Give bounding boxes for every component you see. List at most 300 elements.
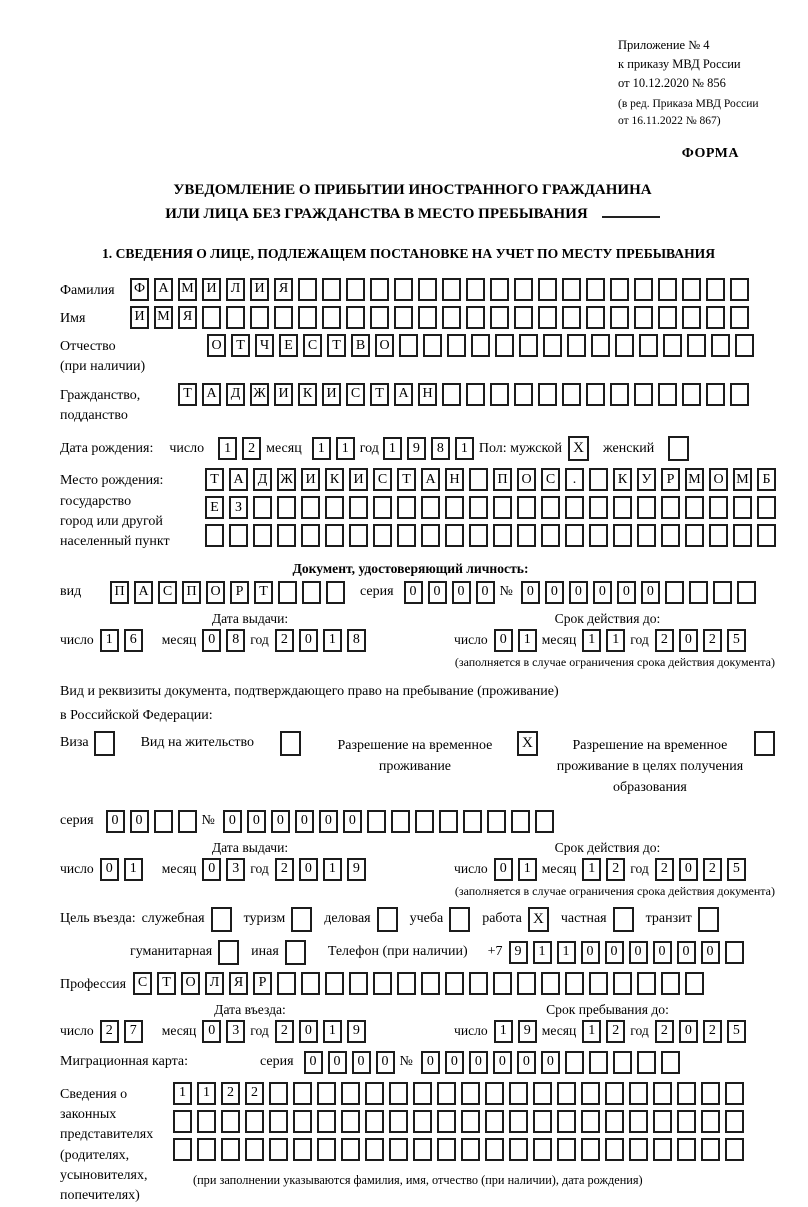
char-box[interactable] (461, 1110, 480, 1133)
char-box[interactable] (365, 1110, 384, 1133)
char-box[interactable]: 0 (130, 810, 149, 833)
char-box[interactable] (423, 334, 442, 357)
char-box[interactable] (538, 306, 557, 329)
char-box[interactable]: 0 (677, 941, 696, 964)
temp-residence-checkbox[interactable]: X (517, 731, 538, 756)
char-box[interactable]: 0 (517, 1051, 536, 1074)
char-box[interactable] (461, 1082, 480, 1105)
sex-female-checkbox[interactable] (668, 436, 689, 461)
char-box[interactable] (302, 581, 321, 604)
char-box[interactable] (733, 496, 752, 519)
char-box[interactable] (245, 1138, 264, 1161)
char-box[interactable]: 0 (469, 1051, 488, 1074)
char-box[interactable]: 9 (509, 941, 528, 964)
char-box[interactable]: О (207, 334, 226, 357)
char-box[interactable] (677, 1138, 696, 1161)
char-box[interactable]: Т (205, 468, 224, 491)
char-box[interactable] (298, 278, 317, 301)
char-box[interactable]: 0 (376, 1051, 395, 1074)
char-box[interactable] (445, 496, 464, 519)
char-box[interactable]: Я (274, 278, 293, 301)
char-box[interactable] (591, 334, 610, 357)
char-box[interactable]: 0 (521, 581, 540, 604)
char-box[interactable] (493, 496, 512, 519)
char-box[interactable] (469, 468, 488, 491)
char-box[interactable]: 3 (226, 858, 245, 881)
char-box[interactable] (485, 1082, 504, 1105)
char-box[interactable] (514, 278, 533, 301)
char-box[interactable] (637, 1051, 656, 1074)
char-box[interactable]: 0 (247, 810, 266, 833)
char-box[interactable]: П (493, 468, 512, 491)
char-box[interactable]: 2 (703, 1020, 722, 1043)
char-box[interactable] (301, 972, 320, 995)
char-box[interactable]: М (178, 278, 197, 301)
char-box[interactable]: Т (397, 468, 416, 491)
char-box[interactable]: О (709, 468, 728, 491)
char-box[interactable] (269, 1110, 288, 1133)
char-box[interactable] (466, 306, 485, 329)
char-box[interactable] (637, 972, 656, 995)
char-box[interactable] (725, 941, 744, 964)
char-box[interactable] (725, 1110, 744, 1133)
char-box[interactable] (461, 1138, 480, 1161)
char-box[interactable] (682, 306, 701, 329)
char-box[interactable] (445, 972, 464, 995)
char-box[interactable] (610, 383, 629, 406)
char-box[interactable]: 7 (124, 1020, 143, 1043)
char-box[interactable] (293, 1138, 312, 1161)
char-box[interactable] (367, 810, 386, 833)
char-box[interactable] (519, 334, 538, 357)
char-box[interactable]: 5 (727, 1020, 746, 1043)
char-box[interactable]: А (394, 383, 413, 406)
char-box[interactable] (293, 1110, 312, 1133)
char-box[interactable] (562, 306, 581, 329)
purpose-study-checkbox[interactable] (449, 907, 470, 932)
char-box[interactable]: 6 (124, 629, 143, 652)
char-box[interactable] (706, 278, 725, 301)
char-box[interactable]: Т (157, 972, 176, 995)
char-box[interactable]: 1 (606, 629, 625, 652)
char-box[interactable] (610, 278, 629, 301)
char-box[interactable]: 0 (299, 629, 318, 652)
char-box[interactable] (397, 972, 416, 995)
char-box[interactable] (639, 334, 658, 357)
char-box[interactable] (567, 334, 586, 357)
char-box[interactable] (325, 972, 344, 995)
char-box[interactable]: 1 (218, 437, 237, 460)
char-box[interactable] (757, 524, 776, 547)
purpose-humanitarian-checkbox[interactable] (218, 940, 239, 965)
char-box[interactable] (495, 334, 514, 357)
char-box[interactable]: 2 (275, 629, 294, 652)
char-box[interactable]: 0 (452, 581, 471, 604)
char-box[interactable] (389, 1110, 408, 1133)
char-box[interactable] (418, 278, 437, 301)
char-box[interactable] (661, 972, 680, 995)
char-box[interactable] (202, 306, 221, 329)
char-box[interactable]: 0 (701, 941, 720, 964)
char-box[interactable] (178, 810, 197, 833)
char-box[interactable]: 2 (221, 1082, 240, 1105)
char-box[interactable]: 2 (275, 858, 294, 881)
char-box[interactable] (517, 972, 536, 995)
char-box[interactable]: 0 (605, 941, 624, 964)
char-box[interactable]: 0 (202, 1020, 221, 1043)
char-box[interactable] (277, 524, 296, 547)
char-box[interactable]: 0 (617, 581, 636, 604)
char-box[interactable]: Н (418, 383, 437, 406)
char-box[interactable]: 1 (582, 858, 601, 881)
char-box[interactable] (490, 306, 509, 329)
char-box[interactable]: 1 (124, 858, 143, 881)
char-box[interactable] (397, 524, 416, 547)
char-box[interactable]: 2 (606, 858, 625, 881)
char-box[interactable] (661, 1051, 680, 1074)
char-box[interactable] (490, 278, 509, 301)
char-box[interactable]: О (375, 334, 394, 357)
char-box[interactable]: Ч (255, 334, 274, 357)
char-box[interactable] (205, 524, 224, 547)
char-box[interactable]: . (565, 468, 584, 491)
char-box[interactable] (562, 278, 581, 301)
char-box[interactable] (634, 383, 653, 406)
char-box[interactable] (466, 383, 485, 406)
char-box[interactable]: 0 (569, 581, 588, 604)
char-box[interactable] (373, 972, 392, 995)
char-box[interactable] (637, 524, 656, 547)
char-box[interactable] (733, 524, 752, 547)
char-box[interactable]: 0 (641, 581, 660, 604)
char-box[interactable] (713, 581, 732, 604)
char-box[interactable]: 8 (226, 629, 245, 652)
char-box[interactable]: Ж (277, 468, 296, 491)
char-box[interactable]: С (133, 972, 152, 995)
char-box[interactable] (485, 1138, 504, 1161)
char-box[interactable] (253, 524, 272, 547)
char-box[interactable] (365, 1082, 384, 1105)
char-box[interactable] (173, 1138, 192, 1161)
char-box[interactable] (277, 496, 296, 519)
char-box[interactable]: 1 (323, 858, 342, 881)
char-box[interactable]: 0 (445, 1051, 464, 1074)
char-box[interactable]: М (154, 306, 173, 329)
char-box[interactable] (730, 306, 749, 329)
char-box[interactable] (418, 306, 437, 329)
char-box[interactable] (586, 383, 605, 406)
char-box[interactable]: 1 (173, 1082, 192, 1105)
char-box[interactable]: 0 (653, 941, 672, 964)
char-box[interactable]: И (130, 306, 149, 329)
char-box[interactable] (565, 524, 584, 547)
char-box[interactable] (487, 810, 506, 833)
char-box[interactable] (661, 496, 680, 519)
char-box[interactable] (543, 334, 562, 357)
purpose-tourism-checkbox[interactable] (291, 907, 312, 932)
purpose-other-checkbox[interactable] (285, 940, 306, 965)
char-box[interactable] (653, 1138, 672, 1161)
char-box[interactable]: 1 (455, 437, 474, 460)
char-box[interactable]: 1 (312, 437, 331, 460)
char-box[interactable]: 2 (245, 1082, 264, 1105)
char-box[interactable]: 2 (655, 1020, 674, 1043)
char-box[interactable] (589, 972, 608, 995)
char-box[interactable] (421, 496, 440, 519)
char-box[interactable]: 0 (328, 1051, 347, 1074)
char-box[interactable] (634, 278, 653, 301)
char-box[interactable] (469, 972, 488, 995)
char-box[interactable] (509, 1138, 528, 1161)
char-box[interactable]: Н (445, 468, 464, 491)
char-box[interactable] (463, 810, 482, 833)
char-box[interactable] (221, 1110, 240, 1133)
char-box[interactable]: 1 (518, 858, 537, 881)
char-box[interactable] (538, 383, 557, 406)
char-box[interactable]: 1 (582, 629, 601, 652)
char-box[interactable] (485, 1110, 504, 1133)
char-box[interactable] (613, 496, 632, 519)
char-box[interactable] (701, 1082, 720, 1105)
char-box[interactable] (586, 306, 605, 329)
char-box[interactable]: А (421, 468, 440, 491)
char-box[interactable] (613, 524, 632, 547)
char-box[interactable]: Р (230, 581, 249, 604)
char-box[interactable]: 2 (242, 437, 261, 460)
char-box[interactable]: 0 (299, 858, 318, 881)
char-box[interactable] (442, 278, 461, 301)
char-box[interactable] (413, 1138, 432, 1161)
char-box[interactable] (325, 524, 344, 547)
residence-permit-checkbox[interactable] (280, 731, 301, 756)
char-box[interactable]: 0 (494, 629, 513, 652)
char-box[interactable]: И (202, 278, 221, 301)
char-box[interactable]: О (206, 581, 225, 604)
char-box[interactable] (682, 383, 701, 406)
char-box[interactable] (665, 581, 684, 604)
char-box[interactable] (514, 306, 533, 329)
char-box[interactable] (511, 810, 530, 833)
char-box[interactable] (586, 278, 605, 301)
char-box[interactable]: Д (226, 383, 245, 406)
char-box[interactable] (391, 810, 410, 833)
char-box[interactable] (399, 334, 418, 357)
char-box[interactable]: М (733, 468, 752, 491)
purpose-transit-checkbox[interactable] (698, 907, 719, 932)
char-box[interactable]: 0 (404, 581, 423, 604)
char-box[interactable] (709, 524, 728, 547)
char-box[interactable]: У (637, 468, 656, 491)
char-box[interactable] (370, 278, 389, 301)
char-box[interactable] (245, 1110, 264, 1133)
char-box[interactable] (757, 496, 776, 519)
char-box[interactable]: 9 (347, 1020, 366, 1043)
char-box[interactable] (373, 496, 392, 519)
char-box[interactable] (605, 1082, 624, 1105)
char-box[interactable]: И (349, 468, 368, 491)
char-box[interactable] (605, 1110, 624, 1133)
char-box[interactable]: О (517, 468, 536, 491)
char-box[interactable] (615, 334, 634, 357)
char-box[interactable] (269, 1138, 288, 1161)
char-box[interactable]: 0 (476, 581, 495, 604)
char-box[interactable]: 9 (347, 858, 366, 881)
char-box[interactable]: 0 (679, 858, 698, 881)
sex-male-checkbox[interactable]: X (568, 436, 589, 461)
char-box[interactable] (589, 496, 608, 519)
char-box[interactable]: Т (254, 581, 273, 604)
char-box[interactable]: 0 (679, 629, 698, 652)
char-box[interactable] (229, 524, 248, 547)
char-box[interactable]: 2 (703, 858, 722, 881)
char-box[interactable] (637, 496, 656, 519)
char-box[interactable]: А (154, 278, 173, 301)
char-box[interactable] (605, 1138, 624, 1161)
char-box[interactable] (253, 496, 272, 519)
char-box[interactable] (317, 1082, 336, 1105)
char-box[interactable] (490, 383, 509, 406)
char-box[interactable] (445, 524, 464, 547)
char-box[interactable] (154, 810, 173, 833)
char-box[interactable]: К (298, 383, 317, 406)
char-box[interactable] (706, 306, 725, 329)
char-box[interactable]: 0 (428, 581, 447, 604)
char-box[interactable] (493, 972, 512, 995)
char-box[interactable] (663, 334, 682, 357)
purpose-private-checkbox[interactable] (613, 907, 634, 932)
char-box[interactable] (317, 1110, 336, 1133)
char-box[interactable]: 1 (100, 629, 119, 652)
char-box[interactable] (581, 1138, 600, 1161)
char-box[interactable] (469, 524, 488, 547)
char-box[interactable] (509, 1110, 528, 1133)
char-box[interactable]: М (685, 468, 704, 491)
char-box[interactable] (341, 1082, 360, 1105)
char-box[interactable] (629, 1110, 648, 1133)
char-box[interactable] (661, 524, 680, 547)
char-box[interactable]: 0 (319, 810, 338, 833)
char-box[interactable]: 3 (226, 1020, 245, 1043)
char-box[interactable] (493, 524, 512, 547)
char-box[interactable] (509, 1082, 528, 1105)
char-box[interactable] (565, 972, 584, 995)
char-box[interactable]: 8 (431, 437, 450, 460)
char-box[interactable] (341, 1110, 360, 1133)
char-box[interactable]: Р (253, 972, 272, 995)
char-box[interactable]: 2 (275, 1020, 294, 1043)
char-box[interactable]: Д (253, 468, 272, 491)
char-box[interactable]: К (613, 468, 632, 491)
char-box[interactable]: 0 (304, 1051, 323, 1074)
char-box[interactable] (439, 810, 458, 833)
char-box[interactable] (349, 972, 368, 995)
char-box[interactable] (535, 810, 554, 833)
char-box[interactable]: Ф (130, 278, 149, 301)
char-box[interactable] (613, 972, 632, 995)
char-box[interactable]: 1 (518, 629, 537, 652)
char-box[interactable] (725, 1082, 744, 1105)
char-box[interactable]: 0 (299, 1020, 318, 1043)
char-box[interactable]: 0 (223, 810, 242, 833)
char-box[interactable] (274, 306, 293, 329)
char-box[interactable] (293, 1082, 312, 1105)
char-box[interactable] (298, 306, 317, 329)
char-box[interactable]: Б (757, 468, 776, 491)
char-box[interactable] (533, 1110, 552, 1133)
temp-residence-education-checkbox[interactable] (754, 731, 775, 756)
char-box[interactable] (581, 1082, 600, 1105)
char-box[interactable]: Т (370, 383, 389, 406)
char-box[interactable] (389, 1082, 408, 1105)
char-box[interactable]: А (202, 383, 221, 406)
char-box[interactable]: 1 (323, 1020, 342, 1043)
char-box[interactable]: 1 (197, 1082, 216, 1105)
char-box[interactable] (711, 334, 730, 357)
char-box[interactable] (322, 306, 341, 329)
char-box[interactable] (685, 496, 704, 519)
char-box[interactable]: 0 (295, 810, 314, 833)
char-box[interactable]: Т (327, 334, 346, 357)
char-box[interactable] (557, 1138, 576, 1161)
char-box[interactable] (346, 306, 365, 329)
char-box[interactable] (469, 496, 488, 519)
char-box[interactable]: С (158, 581, 177, 604)
char-box[interactable]: 0 (421, 1051, 440, 1074)
char-box[interactable]: Р (661, 468, 680, 491)
char-box[interactable] (437, 1138, 456, 1161)
char-box[interactable] (538, 278, 557, 301)
char-box[interactable] (394, 278, 413, 301)
char-box[interactable]: И (322, 383, 341, 406)
char-box[interactable] (533, 1138, 552, 1161)
char-box[interactable]: И (274, 383, 293, 406)
char-box[interactable] (589, 1051, 608, 1074)
char-box[interactable]: 0 (100, 858, 119, 881)
char-box[interactable] (589, 524, 608, 547)
char-box[interactable] (413, 1082, 432, 1105)
char-box[interactable]: 2 (655, 858, 674, 881)
char-box[interactable] (341, 1138, 360, 1161)
char-box[interactable]: 1 (582, 1020, 601, 1043)
char-box[interactable]: В (351, 334, 370, 357)
char-box[interactable] (277, 972, 296, 995)
char-box[interactable] (629, 1082, 648, 1105)
char-box[interactable]: 0 (545, 581, 564, 604)
char-box[interactable] (325, 496, 344, 519)
char-box[interactable]: 0 (494, 858, 513, 881)
char-box[interactable] (709, 496, 728, 519)
char-box[interactable] (221, 1138, 240, 1161)
char-box[interactable] (533, 1082, 552, 1105)
char-box[interactable] (269, 1082, 288, 1105)
char-box[interactable] (685, 524, 704, 547)
char-box[interactable] (415, 810, 434, 833)
char-box[interactable]: 0 (581, 941, 600, 964)
char-box[interactable]: 0 (629, 941, 648, 964)
char-box[interactable]: С (541, 468, 560, 491)
char-box[interactable]: 0 (106, 810, 125, 833)
char-box[interactable]: 0 (202, 629, 221, 652)
char-box[interactable] (394, 306, 413, 329)
char-box[interactable]: С (303, 334, 322, 357)
char-box[interactable] (517, 524, 536, 547)
char-box[interactable] (706, 383, 725, 406)
purpose-work-checkbox[interactable]: X (528, 907, 549, 932)
char-box[interactable]: 9 (518, 1020, 537, 1043)
char-box[interactable]: Е (279, 334, 298, 357)
char-box[interactable] (613, 1051, 632, 1074)
char-box[interactable] (278, 581, 297, 604)
